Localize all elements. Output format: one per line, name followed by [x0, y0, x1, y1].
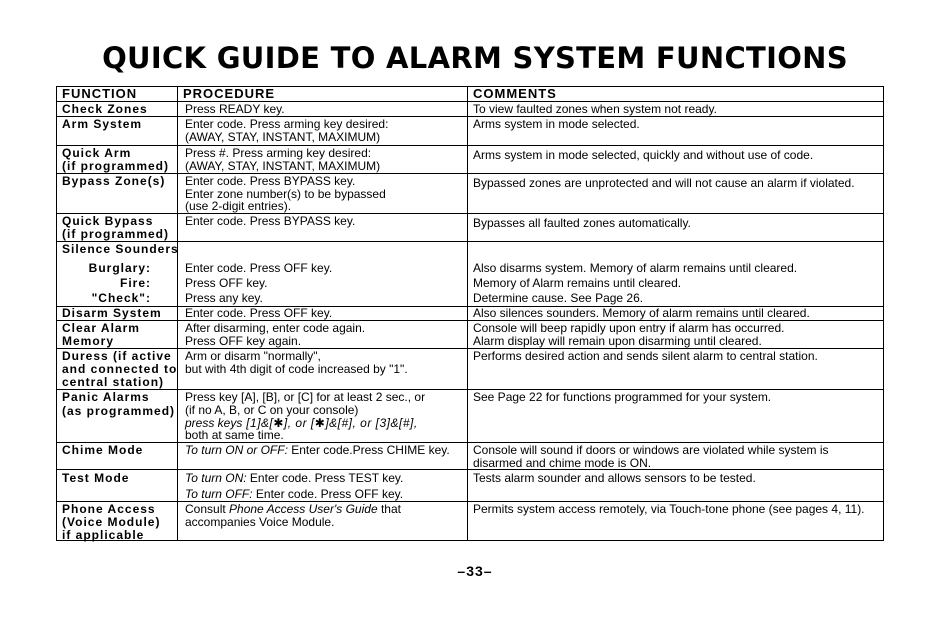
procedure-quick-arm: (AWAY, STAY, INSTANT, MAXIMUM) — [185, 159, 381, 173]
procedure-panic-alarms: both at same time. — [185, 428, 284, 442]
comments-chime-mode: disarmed and chime mode is ON. — [473, 456, 652, 470]
function-bypass-zones: Bypass Zone(s) — [62, 174, 166, 188]
function-quick-bypass: Quick Bypass — [62, 214, 154, 228]
comments-silence-fire: Memory of Alarm remains until cleared. — [473, 276, 682, 290]
function-silence-sounders: Silence Sounders — [62, 242, 179, 256]
procedure-arm-system: (AWAY, STAY, INSTANT, MAXIMUM) — [185, 130, 381, 144]
function-duress: central station) — [62, 375, 165, 389]
comments-silence-check: Determine cause. See Page 26. — [473, 291, 644, 305]
procedure-chime-mode — [185, 444, 450, 457]
phone-guide-title: Phone Access User's Guide — [229, 502, 378, 516]
phone-consult: Consult — [185, 502, 230, 516]
procedure-duress: Arm or disarm "normally", — [185, 349, 321, 363]
comments-test-mode: Tests alarm sounder and allows sensors to be tested. — [473, 471, 756, 485]
phone-that: that — [377, 502, 401, 516]
column-divider — [467, 87, 468, 540]
row-divider — [57, 116, 883, 117]
procedure-test-mode — [185, 472, 403, 485]
procedure-silence-fire: Press OFF key. — [185, 276, 268, 290]
procedure-silence-burglary: Enter code. Press OFF key. — [185, 261, 333, 275]
test-turn-off: To turn OFF: — [185, 487, 253, 501]
function-quick-arm: Quick Arm — [62, 146, 132, 160]
function-clear-alarm-memory: Clear Alarm — [62, 321, 140, 335]
function-clear-alarm-memory: Memory — [62, 334, 115, 348]
functions-table — [56, 86, 884, 541]
function-quick-bypass: (if programmed) — [62, 227, 170, 241]
function-arm-system: Arm System — [62, 117, 143, 131]
comments-arm-system: Arms system in mode selected. — [473, 117, 640, 131]
procedure-duress: but with 4th digit of code increased by "1". — [185, 362, 408, 376]
comments-bypass-zones: Bypassed zones are unprotected and will not cause an alarm if violated. — [473, 176, 855, 190]
procedure-silence-check: Press any key. — [185, 291, 263, 305]
function-test-mode: Test Mode — [62, 471, 130, 485]
procedure-quick-bypass: Enter code. Press BYPASS key. — [185, 214, 356, 228]
page-number: –33– — [457, 563, 493, 579]
comments-disarm-system: Also silences sounders. Memory of alarm remains until cleared. — [473, 306, 810, 320]
silence-fire-label: Fire: — [119, 276, 151, 290]
test-on-text: Enter code. Press TEST key. — [246, 471, 404, 485]
page-title: QUICK GUIDE TO ALARM SYSTEM FUNCTIONS — [102, 41, 848, 75]
comments-quick-arm: Arms system in mode selected, quickly and without use of code. — [473, 148, 814, 162]
row-divider — [57, 173, 883, 174]
comments-phone-access: Permits system access remotely, via Touch-tone phone (see pages 4, 11). — [473, 502, 865, 516]
silence-burglary-label: Burglary: — [88, 261, 151, 275]
procedure-phone-access: accompanies Voice Module. — [185, 515, 335, 529]
function-panic-alarms: Panic Alarms — [62, 390, 150, 404]
function-phone-access: (Voice Module) — [62, 515, 161, 529]
function-quick-arm: (if programmed) — [62, 159, 170, 173]
comments-chime-mode: Console will sound if doors or windows are violated while system is — [473, 443, 829, 457]
procedure-panic-alarms: Press key [A], [B], or [C] for at least 2 sec., or — [185, 390, 426, 404]
function-phone-access: if applicable — [62, 528, 145, 542]
row-divider — [57, 145, 883, 146]
procedure-bypass-zones: Enter zone number(s) to be bypassed — [185, 187, 386, 201]
row-divider — [57, 213, 883, 214]
test-turn-on: To turn ON: — [185, 471, 247, 485]
procedure-clear-alarm-memory: Press OFF key again. — [185, 334, 302, 348]
header-procedure: PROCEDURE — [183, 86, 276, 101]
panic-key-combos: [1]&[✱], or [✱]&[#], or [3]&[#], — [242, 416, 418, 430]
function-phone-access: Phone Access — [62, 502, 156, 516]
function-chime-mode: Chime Mode — [62, 443, 144, 457]
comments-clear-alarm-memory: Alarm display will remain upon disarming until cleared. — [473, 334, 762, 348]
comments-quick-bypass: Bypasses all faulted zones automatically. — [473, 216, 691, 230]
test-off-text: Enter code. Press OFF key. — [252, 487, 404, 501]
row-divider — [57, 241, 883, 242]
function-check-zones: Check Zones — [62, 102, 148, 116]
comments-silence-burglary: Also disarms system. Memory of alarm remains until cleared. — [473, 261, 798, 275]
procedure-panic-alarms: (if no A, B, or C on your console) — [185, 403, 359, 417]
function-duress: Duress (if active — [62, 349, 172, 363]
function-panic-alarms: (as programmed) — [62, 404, 176, 418]
header-comments: COMMENTS — [473, 86, 557, 101]
chime-procedure-text: Enter code.Press CHIME key. — [287, 443, 450, 457]
comments-panic-alarms: See Page 22 for functions programmed for your system. — [473, 390, 772, 404]
procedure-bypass-zones: Enter code. Press BYPASS key. — [185, 174, 356, 188]
comments-duress: Performs desired action and sends silent alarm to central station. — [473, 349, 818, 363]
panic-press-keys: press keys — [185, 416, 243, 430]
procedure-disarm-system: Enter code. Press OFF key. — [185, 306, 333, 320]
procedure-clear-alarm-memory: After disarming, enter code again. — [185, 321, 366, 335]
header-function: FUNCTION — [62, 86, 138, 101]
chime-turn-on-off: To turn ON or OFF: — [185, 443, 288, 457]
procedure-quick-arm: Press #. Press arming key desired: — [185, 146, 372, 160]
silence-check-label: "Check": — [91, 291, 151, 305]
procedure-arm-system: Enter code. Press arming key desired: — [185, 117, 389, 131]
procedure-bypass-zones: (use 2-digit entries). — [185, 199, 292, 213]
header-divider — [57, 101, 883, 102]
function-disarm-system: Disarm System — [62, 306, 162, 320]
procedure-check-zones: Press READY key. — [185, 102, 285, 116]
column-divider — [177, 87, 178, 540]
procedure-test-mode — [185, 488, 403, 501]
function-duress: and connected to — [62, 362, 178, 376]
comments-clear-alarm-memory: Console will beep rapidly upon entry if alarm has occurred. — [473, 321, 785, 335]
comments-check-zones: To view faulted zones when system not ready. — [473, 102, 717, 116]
row-divider — [57, 469, 883, 470]
